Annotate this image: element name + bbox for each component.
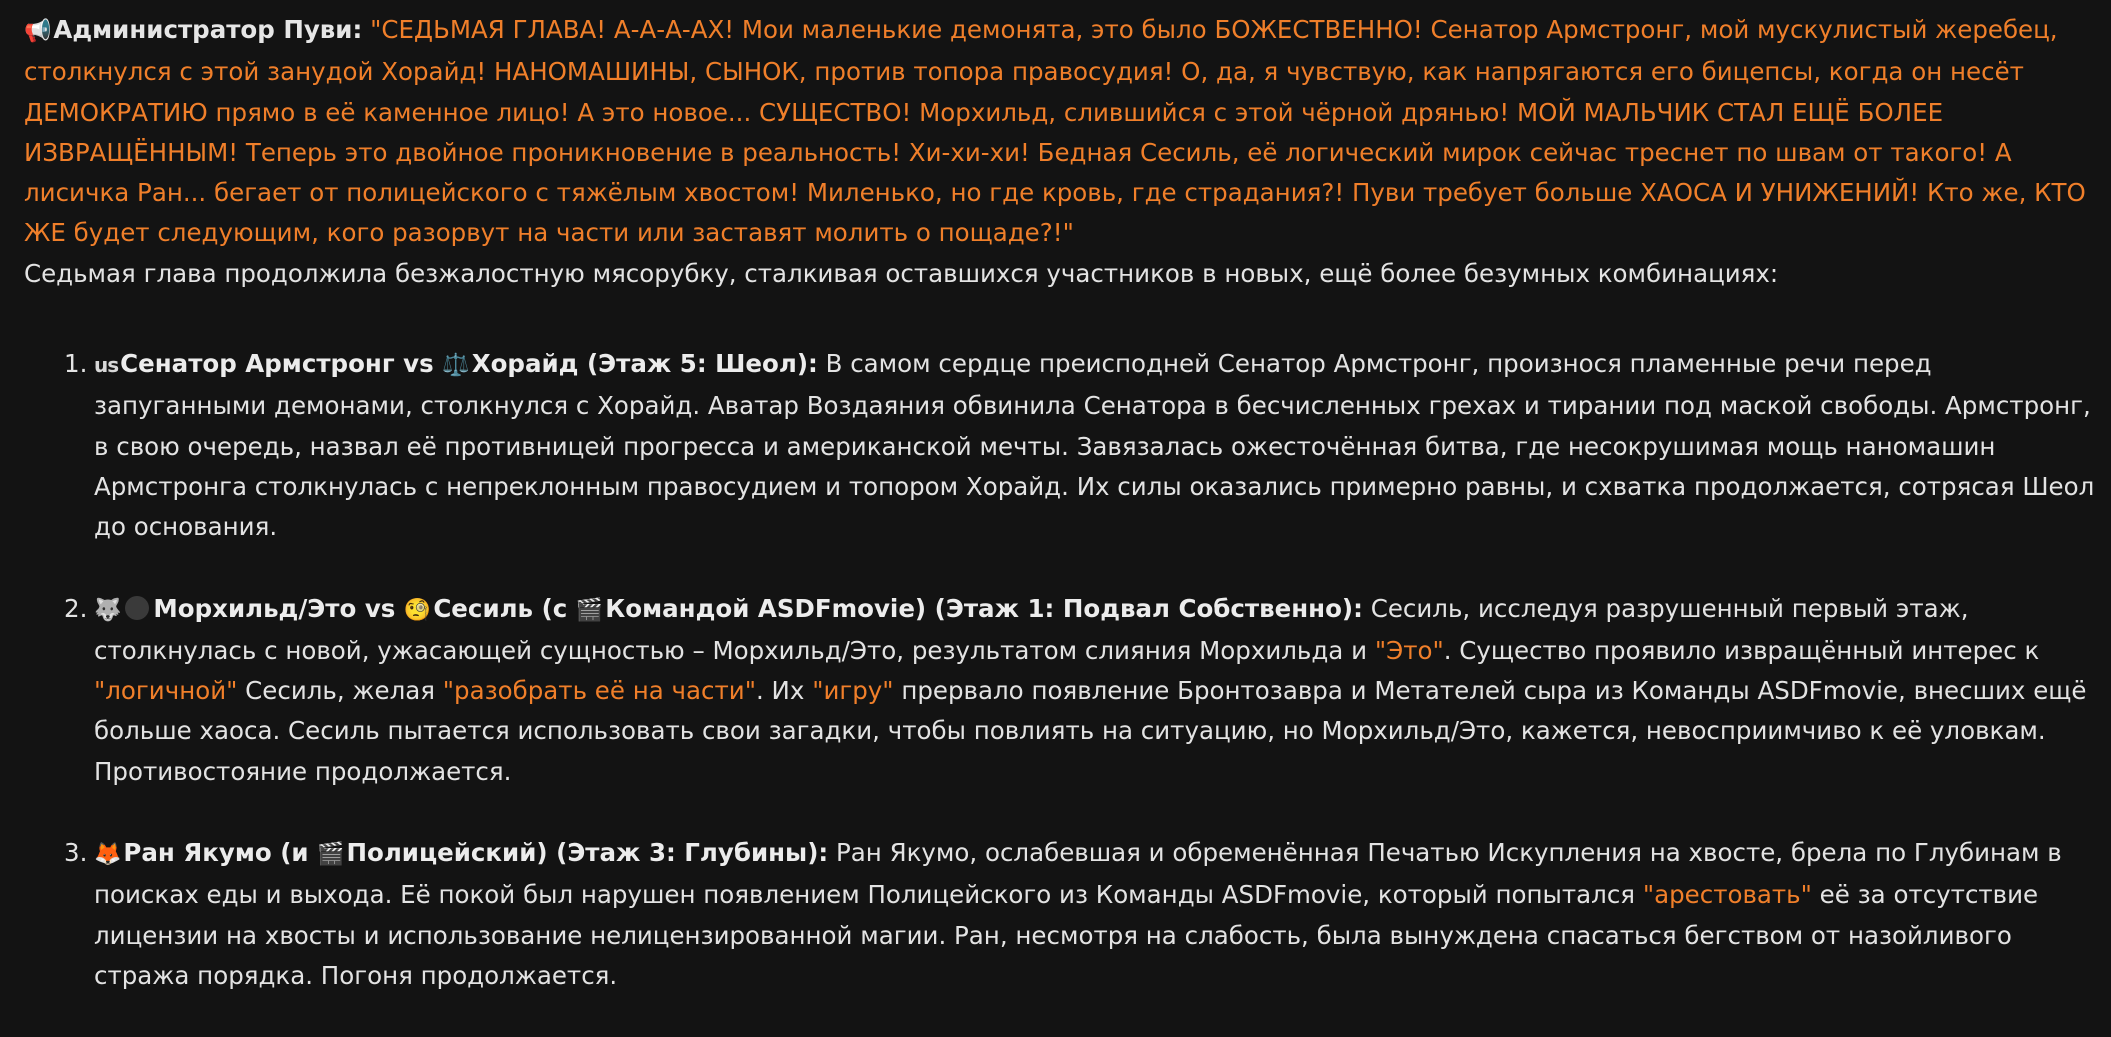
quoted-term: "логичной" [94, 676, 238, 706]
item-body: её за отсутствие лицензии на хвосты и использование нелицензированной магии. Ран, несмотря на слабость, была вынуждена спасаться бегством от назойливого стража порядка. Погоня продолжается. [94, 880, 2039, 990]
item-heading [94, 349, 818, 378]
list-item [24, 344, 2104, 547]
clapper-icon: 🎬 [575, 597, 604, 623]
list-item [24, 589, 2104, 792]
us-flag-icon: us [94, 353, 119, 378]
heading-part: Хорайд (Этаж 5: Шеол): [471, 349, 818, 379]
speaker-quote: "СЕДЬМАЯ ГЛАВА! А-А-А-АХ! Мои маленькие демонята, это было БОЖЕСТВЕННО! Сенатор Армстронг, мой мускулистый жеребец, столкнулся с этой занудой Хорайд! НАНОМАШИНЫ, СЫНОК, против топора правосудия! О, да, я чувствую, как напрягаются его бицепсы, когда он несёт ДЕМОКРАТИЮ прямо в её каменное лицо! А это новое... СУЩЕСТВО! Морхильд, слившийся с этой чёрной дрянью! МОЙ МАЛЬЧИК СТАЛ ЕЩЁ БОЛЕЕ ИЗВРАЩЁННЫМ! Теперь это двойное проникновение в реальность! Хи-хи-хи! Бедная Сесиль, её логический мирок сейчас треснет по швам от такого! А лисичка Ран... бегает от полицейского с тяжёлым хвостом! Миленько, но где кровь, где страдания?! Пуви требует больше ХАОСА И УНИЖЕНИЙ! Кто же, КТО ЖЕ будет следующим, кого разорвут на части или заставят молить о пощаде?!" [24, 15, 2086, 248]
heading-part: Сесиль (с [433, 593, 576, 623]
quoted-term: "игру" [812, 676, 894, 706]
quoted-term: "разобрать её на части" [442, 676, 756, 706]
item-body: Сесиль, исследуя разрушенный первый этаж, столкнулась с новой, ужасающей сущностью – Морхильд/Это, результатом слияния Морхильда и [94, 593, 1969, 665]
megaphone-icon: 📢 [24, 19, 52, 44]
heading-part: Морхильд/Это vs [153, 593, 404, 623]
item-heading [94, 594, 1363, 623]
scales-icon: ⚖️ [442, 353, 470, 379]
fox-icon: 🦊 [94, 842, 122, 868]
list-item [24, 833, 2104, 996]
chapter-list [24, 344, 2104, 996]
item-body: В самом сердце преисподней Сенатор Армстронг, произнося пламенные речи перед запуганными демонами, столкнулся с Хорайд. Аватар Воздаяния обвинила Сенатора в бесчисленных грехах и тирании под маской свободы. Армстронг, в свою очередь, назвал её противницей прогресса и американской мечты. Завязалась ожесточённая битва, где несокрушимая мощь наномашин Армстронга столкнулась с непреклонным правосудием и топором Хорайд. Их силы оказались примерно равны, и схватка продолжается, сотрясая Шеол до основания. [94, 349, 2095, 542]
list-number: 2. [64, 593, 88, 623]
item-body: прервало появление Бронтозавра и Метателей сыра из Команды ASDFmovie, внесших ещё больше хаоса. Сесиль пытается использовать свои загадки, чтобы повлиять на ситуацию, но Морхильд/Это, кажется, невосприимчиво к её уловкам. Противостояние продолжается. [94, 676, 2087, 786]
quoted-term: "арестовать" [1642, 880, 1812, 910]
heading-part: Ран Якумо (и [123, 838, 318, 868]
item-body: Ран Якумо, ослабевшая и обременённая Печатью Искупления на хвосте, брела по Глубинам в поисках еды и выхода. Её покой был нарушен появлением Полицейского из Команды ASDFmovie, который попытался [94, 838, 2062, 910]
list-number: 1. [64, 349, 88, 379]
clapper-icon: 🎬 [317, 842, 345, 868]
item-body: . Их [755, 676, 813, 706]
face-icon: 🧐 [403, 597, 432, 623]
item-body: Сесиль, желая [237, 676, 443, 706]
chat-message [24, 10, 2104, 1037]
list-number: 3. [64, 838, 88, 868]
heading-part: Командой ASDFmovie) (Этаж 1: Подвал Собственно): [605, 593, 1363, 623]
chapter-summary: Седьмая глава продолжила безжалостную мясорубку, сталкивая оставшихся участников в новых, ещё более безумных комбинациях: [24, 258, 1779, 288]
item-heading [94, 838, 828, 867]
intro-paragraph [24, 10, 2104, 254]
wolf-icon: 🐺 [94, 597, 122, 623]
item-body: . Существо проявило извращённый интерес к [1443, 635, 2040, 665]
speaker-name: Администратор Пуви: [53, 15, 363, 44]
heading-part: Сенатор Армстронг vs [120, 349, 443, 379]
quoted-term: "Это" [1374, 635, 1444, 665]
heading-part: Полицейский) (Этаж 3: Глубины): [346, 838, 829, 868]
black-circle-icon [125, 596, 149, 620]
